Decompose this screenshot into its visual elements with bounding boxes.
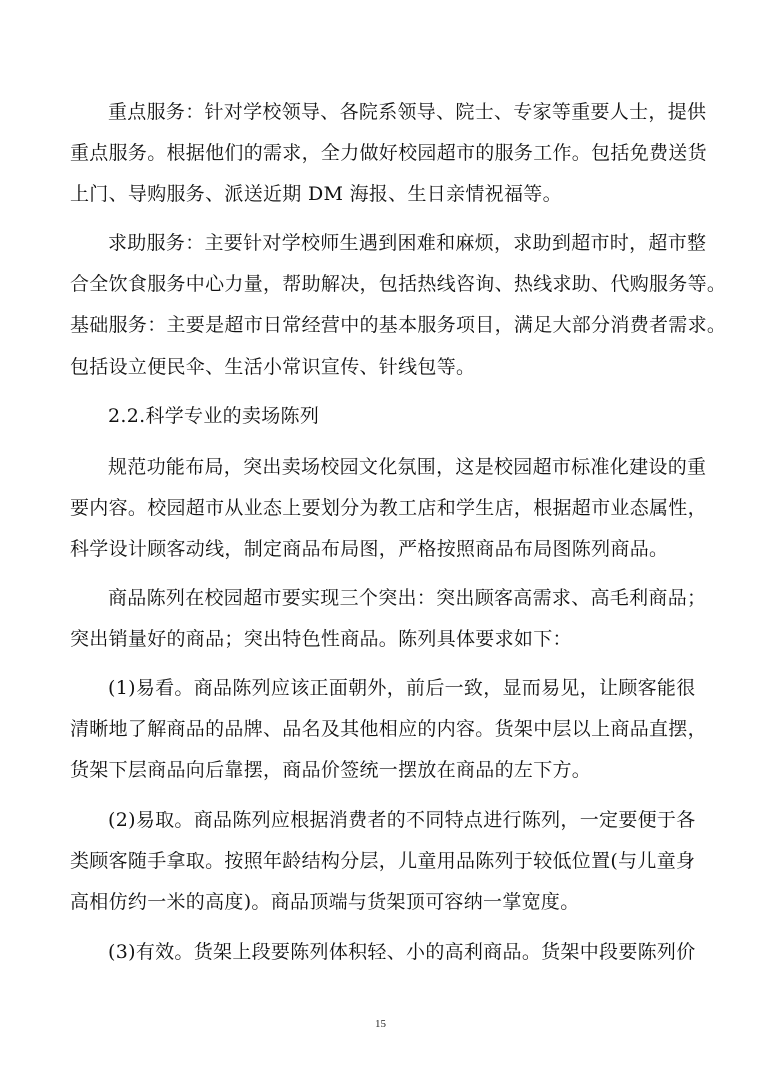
text-line: 规范功能布局，突出卖场校园文化氛围，这是校园超市标准化建设的重 bbox=[108, 456, 707, 478]
text-line: 突出销量好的商品；突出特色性商品。陈列具体要求如下： bbox=[70, 628, 572, 650]
text-line: (2)易取。商品陈列应根据消费者的不同特点进行陈列，一定要便于各 bbox=[108, 809, 696, 831]
text-line: 合全饮食服务中心力量，帮助解决，包括热线咨询、热线求助、代购服务等。 bbox=[70, 273, 727, 295]
text-line: 重点服务。根据他们的需求，全力做好校园超市的服务工作。包括免费送货 bbox=[70, 142, 707, 164]
page-number: 15 bbox=[375, 1018, 386, 1030]
text-line: (3)有效。货架上段要陈列体积轻、小的高利商品。货架中段要陈列价 bbox=[108, 941, 696, 963]
text-line: 货架下层商品向后靠摆，商品价签统一摆放在商品的左下方。 bbox=[70, 759, 592, 781]
text-line: 类顾客随手拿取。按照年龄结构分层，儿童用品陈列于较低位置(与儿童身 bbox=[70, 850, 696, 872]
text-line: 商品陈列在校园超市要实现三个突出：突出顾客高需求、高毛利商品； bbox=[108, 587, 707, 609]
text-line: 要内容。校园超市从业态上要划分为教工店和学生店，根据超市业态属性， bbox=[70, 497, 707, 519]
text-line: 求助服务：主要针对学校师生遇到困难和麻烦，求助到超市时，超市整 bbox=[108, 232, 707, 254]
text-line: 基础服务：主要是超市日常经营中的基本服务项目，满足大部分消费者需求。 bbox=[70, 314, 727, 336]
text-line: 上门、导购服务、派送近期 DM 海报、生日亲情祝福等。 bbox=[70, 183, 562, 205]
text-line: 包括设立便民伞、生活小常识宣传、针线包等。 bbox=[70, 356, 476, 378]
text-line: 高相仿约一米的高度)。商品顶端与货架顶可容纳一掌宽度。 bbox=[70, 891, 580, 913]
text-line: 重点服务：针对学校领导、各院系领导、院士、专家等重要人士，提供 bbox=[108, 101, 707, 123]
text-line: 清晰地了解商品的品牌、品名及其他相应的内容。货架中层以上商品直摆， bbox=[70, 718, 707, 740]
text-line: (1)易看。商品陈列应该正面朝外，前后一致，显而易见，让顾客能很 bbox=[108, 677, 696, 699]
text-line: 科学设计顾客动线，制定商品布局图，严格按照商品布局图陈列商品。 bbox=[70, 538, 669, 560]
text-line: 2.2.科学专业的卖场陈列 bbox=[108, 405, 320, 427]
